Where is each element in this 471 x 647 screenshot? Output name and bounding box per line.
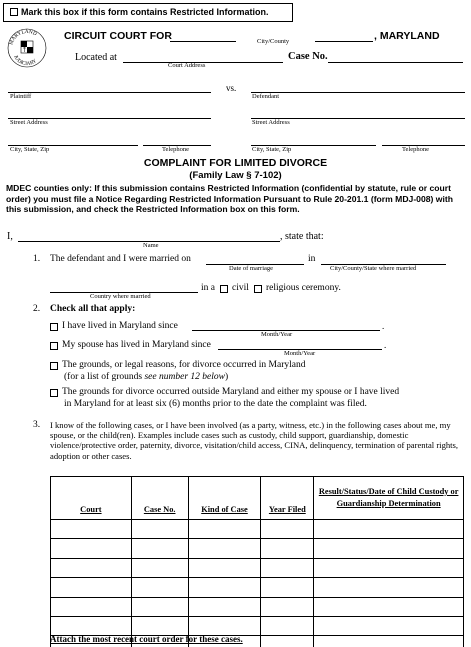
item1-in: in bbox=[308, 254, 316, 264]
defendant-line[interactable] bbox=[251, 92, 465, 93]
restricted-info-box bbox=[3, 3, 293, 22]
header-court: Court bbox=[51, 477, 132, 520]
table-cell[interactable] bbox=[188, 578, 261, 597]
table-cell[interactable] bbox=[131, 558, 188, 577]
plaintiff-city-caption: City, State, Zip bbox=[10, 146, 50, 153]
footer-note: Attach the most recent court order for these cases. bbox=[50, 634, 243, 644]
table-row bbox=[51, 539, 464, 558]
restricted-info-label: Mark this box if this form contains Restricted Information. bbox=[21, 7, 269, 17]
table-cell[interactable] bbox=[314, 578, 464, 597]
case-no-line[interactable] bbox=[328, 62, 463, 63]
vs-label: vs. bbox=[226, 83, 237, 93]
table-cell[interactable] bbox=[51, 597, 132, 616]
lived-in-md-label: I have lived in Maryland since bbox=[62, 321, 178, 331]
maryland-judiciary-seal-icon bbox=[6, 27, 48, 69]
table-cell[interactable] bbox=[261, 520, 314, 539]
table-cell[interactable] bbox=[51, 539, 132, 558]
item2-number: 2. bbox=[33, 304, 41, 314]
table-cell[interactable] bbox=[314, 558, 464, 577]
located-at-label: Located at bbox=[75, 52, 117, 63]
table-cell[interactable] bbox=[261, 636, 314, 647]
plaintiff-phone-caption: Telephone bbox=[162, 146, 189, 153]
header-case-no: Case No. bbox=[131, 477, 188, 520]
form-subtitle: (Family Law § 7-102) bbox=[189, 170, 282, 181]
header-kind-of-case: Kind of Case bbox=[188, 477, 261, 520]
court-name-line[interactable] bbox=[170, 41, 236, 42]
header-year-filed: Year Filed bbox=[261, 477, 314, 520]
table-cell[interactable] bbox=[51, 616, 132, 635]
table-row bbox=[51, 578, 464, 597]
table-cell[interactable] bbox=[188, 597, 261, 616]
grounds-in-md-note: (for a list of grounds see number 12 below) bbox=[64, 372, 229, 382]
table-cell[interactable] bbox=[188, 539, 261, 558]
state-that-label: , state that: bbox=[280, 231, 324, 242]
court-address-caption: Court Address bbox=[168, 62, 206, 69]
defendant-caption: Defendant bbox=[252, 93, 280, 100]
city-county-caption: City/County bbox=[257, 38, 290, 45]
table-cell[interactable] bbox=[261, 616, 314, 635]
table-cell[interactable] bbox=[131, 616, 188, 635]
table-cell[interactable] bbox=[314, 616, 464, 635]
table-cell[interactable] bbox=[51, 558, 132, 577]
court-name-line-2[interactable] bbox=[315, 41, 373, 42]
table-cell[interactable] bbox=[261, 539, 314, 558]
plaintiff-line[interactable] bbox=[8, 92, 211, 93]
case-no-label: Case No. bbox=[288, 51, 328, 62]
table-cell[interactable] bbox=[188, 520, 261, 539]
table-cell[interactable] bbox=[261, 597, 314, 616]
spouse-lived-in-md-label: My spouse has lived in Maryland since bbox=[62, 340, 211, 350]
table-cell[interactable] bbox=[314, 539, 464, 558]
intro-i: I, bbox=[7, 231, 13, 242]
marriage-place-caption: City/County/State where married bbox=[330, 265, 417, 272]
plaintiff-caption: Plaintiff bbox=[10, 93, 32, 100]
grounds-outside-md-checkbox[interactable] bbox=[50, 389, 58, 397]
item1-text: The defendant and I were married on bbox=[50, 254, 191, 264]
table-cell[interactable] bbox=[131, 597, 188, 616]
defendant-phone-caption: Telephone bbox=[402, 146, 429, 153]
table-cell[interactable] bbox=[314, 636, 464, 647]
civil-ceremony-checkbox[interactable] bbox=[220, 285, 228, 293]
svg-text:JUDICIARY: JUDICIARY bbox=[12, 54, 38, 68]
table-cell[interactable] bbox=[188, 558, 261, 577]
table-row bbox=[51, 558, 464, 577]
table-cell[interactable] bbox=[314, 597, 464, 616]
mdec-note: MDEC counties only: If this submission contains Restricted Information (confidential by statute, rule or court order) you must file a Notice Regarding Restricted Information Pursuant to Rule 20-201.1 (form MDJ-008) with this submission, and check the Restricted Information box on this form. bbox=[6, 183, 453, 214]
restricted-info-checkbox[interactable] bbox=[10, 8, 18, 16]
state-label: , MARYLAND bbox=[374, 30, 440, 42]
defendant-street-caption: Street Address bbox=[252, 119, 290, 126]
civil-label: civil bbox=[232, 283, 249, 293]
table-cell[interactable] bbox=[188, 616, 261, 635]
item1-number: 1. bbox=[33, 254, 41, 264]
grounds-in-md-checkbox[interactable] bbox=[50, 362, 58, 370]
table-row bbox=[51, 597, 464, 616]
grounds-outside-md-label: The grounds for divorce occurred outside Maryland and either my spouse or I have lived bbox=[62, 387, 400, 397]
table-cell[interactable] bbox=[314, 520, 464, 539]
table-row bbox=[51, 616, 464, 635]
table-cell[interactable] bbox=[131, 539, 188, 558]
table-cell[interactable] bbox=[131, 520, 188, 539]
lived-in-md-caption: Month/Year bbox=[261, 331, 293, 338]
table-cell[interactable] bbox=[131, 578, 188, 597]
marriage-country-caption: Country where married bbox=[90, 293, 151, 300]
cases-table-header-row bbox=[51, 477, 464, 520]
header-result-status: Result/Status/Date of Child Custody or Guardianship Determination bbox=[314, 477, 464, 520]
item3-number: 3. bbox=[33, 420, 41, 430]
table-cell[interactable] bbox=[261, 578, 314, 597]
name-caption: Name bbox=[143, 242, 159, 249]
religious-ceremony-checkbox[interactable] bbox=[254, 285, 262, 293]
table-cell[interactable] bbox=[51, 520, 132, 539]
lived-in-md-checkbox[interactable] bbox=[50, 323, 58, 331]
defendant-city-caption: City, State, Zip bbox=[252, 146, 292, 153]
grounds-outside-md-label-2: in Maryland for at least six (6) months prior to the date the complaint was filed. bbox=[64, 399, 367, 409]
marriage-date-caption: Date of marriage bbox=[229, 265, 274, 272]
table-cell[interactable] bbox=[51, 578, 132, 597]
religious-label: religious ceremony. bbox=[266, 283, 341, 293]
grounds-in-md-label: The grounds, or legal reasons, for divorce occurred in Maryland bbox=[62, 360, 306, 370]
table-row bbox=[51, 520, 464, 539]
plaintiff-street-caption: Street Address bbox=[10, 119, 48, 126]
cases-table bbox=[50, 476, 464, 647]
svg-text:MARYLAND: MARYLAND bbox=[8, 28, 38, 46]
spouse-lived-in-md-caption: Month/Year bbox=[284, 350, 316, 357]
spouse-lived-in-md-checkbox[interactable] bbox=[50, 342, 58, 350]
form-title: COMPLAINT FOR LIMITED DIVORCE bbox=[143, 157, 328, 169]
item2-heading: Check all that apply: bbox=[50, 304, 136, 314]
court-prefix: CIRCUIT COURT FOR bbox=[64, 30, 172, 42]
table-cell[interactable] bbox=[261, 558, 314, 577]
item1-in-a: in a bbox=[201, 283, 215, 293]
item3-text: I know of the following cases, or I have been involved (as a party, witness, etc.) in the following cases about me, my spouse, or the child(ren). Examples include cases such as custody, child support, guardianship, domestic violence/protective order, paternity, divorce, visitation/child access, CINA, delinquency, termination of parental rights, adoption or other cases. bbox=[50, 420, 459, 461]
